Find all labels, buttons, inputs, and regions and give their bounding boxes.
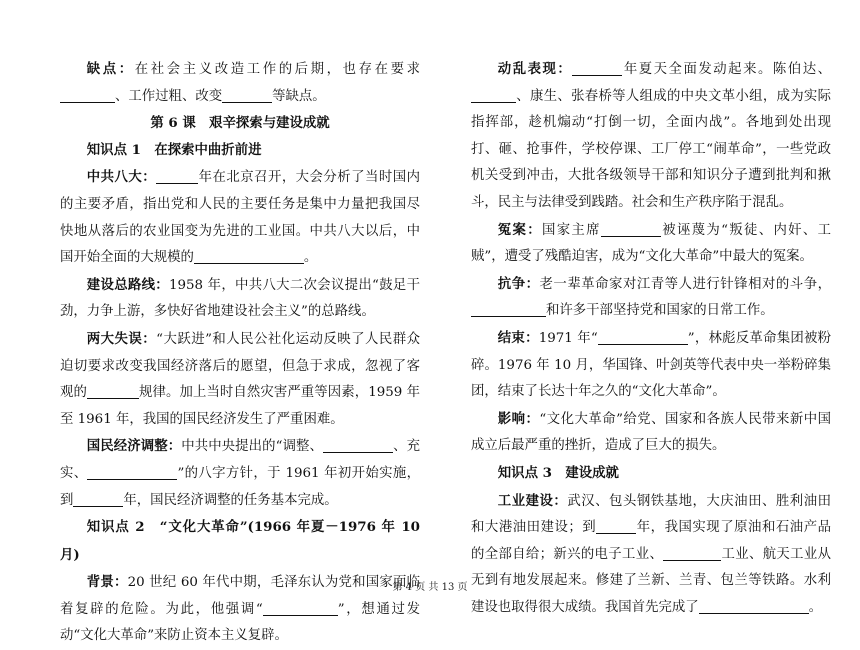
body-text: 年，我国实现了原油和石油产品的全部自给；新兴的电子工业、: [471, 520, 832, 562]
body-text: 和许多干部坚持党和国家的日常工作。: [546, 303, 774, 319]
body-text: 年在北京召开，大会分析了当时国内的主要矛盾，指出党和人民的主要任务是集中力量把我国尽快地从落后的农业国变为先进的工业国。中共八大以后，中国开始全面的大规模的: [60, 170, 421, 266]
term-label: 知识点 1 在探索中曲折前进: [86, 141, 262, 158]
paragraph-l7: [60, 433, 420, 514]
term-label: 结束：: [497, 329, 539, 346]
paragraph-l5: [60, 272, 420, 326]
term-label: 建设总路线：: [86, 276, 169, 293]
body-text: 中共中央提出的“调整、: [181, 439, 324, 455]
fill-in-blank: [222, 87, 272, 103]
body-text: ”，想通过发动“文化大革命”来防止资本主义复辟。: [60, 601, 420, 644]
body-text: 等缺点。: [272, 88, 326, 104]
paragraph-r4: [471, 325, 831, 406]
term-label: 知识点 3 建设成就: [497, 464, 619, 481]
right-column: [471, 56, 831, 621]
paragraph-r7: [471, 488, 831, 622]
fill-in-blank: [471, 301, 546, 317]
body-text: 规律。加上当时自然灾害严重等因素，1959 年至 1961 年，我国的国民经济发生了严重困难。: [60, 385, 421, 427]
body-text: “文化大革命”给党、国家和各族人民带来新中国成立后最严重的挫折，造成了巨大的损失。: [471, 411, 832, 454]
body-text: 老一辈革命家对江青等人进行针锋相对的斗争，: [539, 276, 832, 292]
paragraph-r6: [471, 460, 831, 488]
body-text: 1971 年“: [538, 330, 598, 346]
term-label: 冤案：: [497, 221, 542, 238]
term-label: 两大失误：: [86, 330, 157, 347]
body-text: 国家主席: [541, 222, 601, 238]
term-label: 影响：: [497, 410, 540, 427]
term-label: 知识点 2 “文化大革命”(1966 年夏－1976 年 10 月): [60, 519, 420, 563]
body-text: 在社会主义改造工作的后期，也存在要求: [134, 62, 421, 77]
paragraph-l3: [60, 137, 420, 165]
left-column: [60, 56, 420, 650]
fill-in-blank: [471, 87, 516, 103]
term-label: 国民经济调整：: [86, 438, 182, 455]
body-text: “大跃进”和人民公社化运动反映了人民群众迫切要求改变我国经济落后的愿望，但急于求成，忽视了客观的: [60, 331, 420, 401]
paragraph-l8: [60, 514, 420, 569]
body-text: 武汉、包头钢铁基地，大庆油田、胜利油田和大港油田建设；到: [471, 493, 832, 536]
body-text: 1958 年，中共八大二次会议提出“鼓足干劲，力争上游，多快好省地建设社会主义”的总路线。: [60, 277, 420, 320]
body-text: 年夏天全面发动起来。陈伯达、: [622, 62, 832, 77]
body-text: ”的八字方针，于 1961 年初开始实施，到: [60, 465, 420, 508]
fill-in-blank: [699, 598, 809, 614]
page-footer: 第 4 页 共 13 页: [392, 582, 468, 593]
fill-in-blank: [156, 168, 198, 184]
body-text: ”，林彪反革命集团被粉碎。1976 年 10 月，华国锋、叶剑英等代表中央一举粉碎集团，结束了长达十年之久的“文化大革命”。: [471, 330, 832, 400]
term-label: 缺点：: [86, 61, 135, 77]
fill-in-blank: [87, 464, 177, 480]
paragraph-r3: [471, 271, 831, 325]
fill-in-blank: [598, 329, 688, 345]
term-label: 抗争：: [497, 275, 540, 292]
body-text: 、工作过粗、改变: [115, 88, 223, 104]
term-label: 动乱表现：: [497, 61, 573, 77]
paragraph-r5: [471, 406, 831, 460]
paragraph-l4: [60, 164, 420, 271]
body-text: 年，国民经济调整的任务基本完成。: [123, 492, 338, 508]
fill-in-blank: [60, 87, 115, 103]
body-text: 20 世纪 60 年代中期，毛泽东认为党和国家面临着复辟的危险。为此，他强调“: [60, 575, 420, 617]
term-label: 背景：: [86, 574, 128, 591]
fill-in-blank: [663, 545, 721, 561]
term-label: 中共八大：: [86, 169, 157, 186]
fill-in-blank: [194, 248, 304, 264]
body-text: 工业、航天工业从无到有地发展起来。修建了兰新、兰青、包兰等铁路。水利建设也取得很大成绩。我国首先完成了: [471, 546, 832, 615]
body-text: 被诬蔑为“叛徒、内奸、工贼”，遭受了残酷迫害，成为“文化大革命”中最大的冤案。: [471, 222, 832, 265]
fill-in-blank: [572, 60, 622, 76]
fill-in-blank: [596, 518, 636, 534]
paragraph-l6: [60, 326, 420, 433]
body-text: 、康生、张春桥等人组成的中央文革小组，成为实际指挥部，趁机煽动“打倒一切，全面内战”。各地到处出现打、砸、抢事件，学校停课、工厂停工“闹革命”，一些党政机关受到冲击，大批各级领导干部和知识分子遭到批判和揪斗，民主与法律受到践踏。社会和生产秩序陷于混乱。: [471, 88, 831, 210]
paragraph-r2: [471, 217, 831, 271]
fill-in-blank: [73, 491, 123, 507]
fill-in-blank: [601, 221, 661, 237]
term-label: 第 6 课 艰辛探索与建设成就: [150, 115, 330, 132]
fill-in-blank: [87, 383, 139, 399]
paragraph-l2: [60, 110, 420, 137]
paragraph-l1: [60, 56, 420, 110]
term-label: 工业建设：: [497, 492, 568, 509]
body-text: 、充实、: [60, 439, 421, 481]
body-text: 。: [808, 599, 823, 615]
fill-in-blank: [323, 437, 393, 453]
body-text: 。: [303, 250, 318, 266]
paragraph-r1: [471, 56, 831, 217]
